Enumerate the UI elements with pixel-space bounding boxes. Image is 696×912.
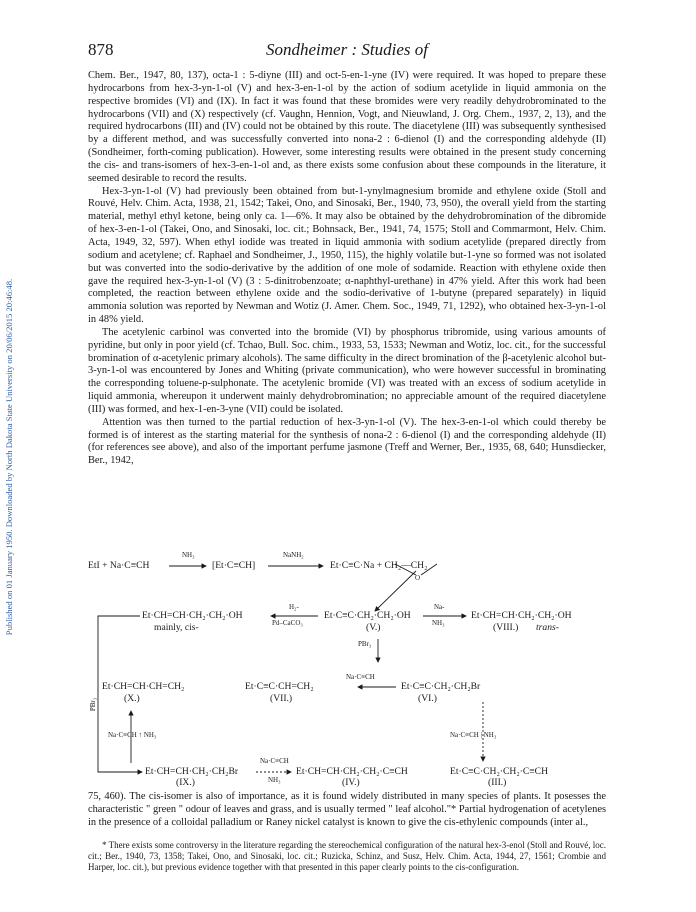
reaction-scheme: [88, 549, 606, 788]
nh3-reagent-label: NH₃: [432, 619, 445, 627]
h2-reagent-label: H₂-: [289, 603, 299, 611]
label-viii: (VIII.): [493, 622, 519, 633]
scheme-arrows: [88, 549, 606, 781]
label-iv: (IV.): [342, 777, 360, 788]
octenyne-iv: Et·CH=CH·CH₂·CH₂·C≡CH: [296, 766, 408, 777]
reagent-nh3-label: NH₃: [182, 551, 195, 559]
ethyl-iodide-reactant: EtI + Na·C≡CH: [88, 560, 150, 571]
paragraph-5: 75, 460). The cis-isomer is also of importance, as it is found widely distributed in many species of plants. It posesses the characteristic " green " odour of leaves and grass, and is usually termed " leaf alcohol."* Partial hydrogenation of acetylenes in the presence of a colloidal palladium or Raney nickel catalyst is known to give the cis-ethylenic compounds (inter al.,: [88, 791, 606, 828]
nacch-nh3-label-right: Na·C≡CH | NH₃: [450, 731, 497, 739]
cis-note: [154, 623, 199, 633]
label-v: (V.): [366, 622, 381, 633]
label-x: (X.): [124, 693, 140, 704]
paragraph-4: Attention was then turned to the partial reduction of hex-3-yn-1-ol (V). The hex-3-en-1-ol which could thereby be formed is of interest as the starting material for the synthesis of nona-2 : 6-dienol (I) and the corresponding aldehyde (II) (for references see above), and also of the important perfume jasmone (Treff and Werner, Ber., 1935, 68, 640; Hunsdiecker, Ber., 1942,: [88, 416, 606, 467]
sodio-derivative-product: Et·C≡C·Na + CH₂—CH₂: [330, 560, 428, 571]
octadiyne-iii: Et·C≡C·CH₂·CH₂·C≡CH: [450, 766, 548, 777]
bromide-vi: Et·C≡C·CH₂·CH₂Br: [401, 681, 481, 692]
running-title: Sondheimer : Studies of: [266, 40, 428, 59]
page-header: [88, 40, 606, 64]
paragraph-3: The acetylenic carbinol was converted into the bromide (VI) by phosphorus tribromide, using various amounts of pyridine, but only in poor yield (cf. Tchao, Bull. Soc. chim., 1933, 53, 1533; Newman and Wotiz, loc. cit., for the successful bromination of α-acetylenic primary alcohols). The same difficulty in the direct bromination of the β-acetylenic alcohol but-3-yn-1-ol was encountered by Jones and Whiting (private communication), who were however successful in brominating the corresponding toluene-p-sulphonate. The acetylenic bromide (VI) was treated with an excess of sodium acetylide in liquid ammonia, whereupon it underwent mainly dehydrobromination; no appreciable amount of the required diacetylene (III) was formed, and hex-1-en-3-yne (VII) could be isolated.: [88, 326, 606, 415]
trans-hexenol: Et·CH=CH·CH₂·CH₂·OH: [471, 610, 572, 621]
nacch-nh3-label-left: Na·C≡CH ↑ NH₃: [108, 731, 157, 739]
pd-catalyst-label: Pd–CaCO₃: [272, 619, 303, 627]
footnote-text: * There exists some controversy in the literature regarding the stereochemical configuration of the natural hex-3-enol (Stoll and Rouvé, loc. cit.; Ber., 1940, 73, 1358; Takei, Ono, and Sinosaki, loc. cit.; Ruzicka, Schinz, and Susz, Helv. Chim. Acta, 1944, 27, 1561; Crombie and Harper, loc. cit.), but previous evidence together with that presented in this paper clearly points to the cis-configuration.: [88, 840, 606, 872]
page-number: 878: [88, 40, 114, 59]
arrow-to-v: [375, 571, 416, 611]
paragraph-2: Hex-3-yn-1-ol (V) had previously been obtained from but-1-ynylmagnesium bromide and ethylene oxide (Stoll and Rouvé, Helv. Chim. Acta, 1938, 21, 1542; Takei, Ono, and Sinosaki, Ber., 1940, 73, 950), the overall yield from the starting material, methyl ethyl ketone, being only ca. 1—6%. It may also be obtained by the dehydrobromination of the dibromide of hex-3-en-1-ol (Takei, Ono, and Sinosaki, loc. cit.; Bohnsack, Ber., 1941, 74, 1575; Stoll and Commarmont, Helv. Chim. Acta, 1949, 32, 597). When ethyl iodide was treated in liquid ammonia with sodium acetylide (prepared directly from sodium and acetylene; cf. Raphael and Sondheimer, J., 1950, 115), the highly volatile but-1-yne so formed was not isolated but was converted into the sodio-derivative by the addition of one mole of sodamide. Reaction with ethylene oxide then gave the required hex-3-yn-1-ol (V) (3 : 5-dinitrobenzoate; α-naphthyl-urethane) in 47% yield. After this work had been completed, the reaction between ethylene oxide and the sodio-derivative of 1-butyne (prepared separately) in liquid ammonia solution was reported by Newman and Wotiz (J. Amer. Chem. Soc., 1949, 71, 1292), who obtained hex-3-yn-1-ol in 48% yield.: [88, 185, 606, 326]
hexynol-v: Et·C≡C·CH₂·CH₂·OH: [324, 610, 411, 621]
label-vi: (VI.): [418, 693, 437, 704]
na-reagent-label: Na-: [434, 603, 445, 611]
cis-note-text: mainly, cis-: [154, 622, 199, 633]
body-text-continued: [88, 791, 606, 830]
reagent-nanh2-label: NaNH₂: [283, 551, 304, 559]
label-iii: (III.): [488, 777, 507, 788]
bromide-ix: Et·CH=CH·CH₂·CH₂Br: [145, 766, 239, 777]
download-watermark-text: Published on 01 January 1950. Downloaded by North Dakota State University on 20/06/2015 20:46:48.: [4, 278, 14, 636]
paragraph-1: Chem. Ber., 1947, 80, 137), octa-1 : 5-diyne (III) and oct-5-en-1-yne (IV) were required. It was hoped to prepare these hydrocarbons from hex-3-yn-1-ol (V) and hex-3-en-1-ol by the action of sodium acetylide in liquid ammonia on the respective bromides (VI) and (IX). In fact it was found that these bromides were very readily dehydrobrominated to the hydrocarbons (VII) and (X) respectively (cf. Vaughn, Hennion, Vogt, and Nieuwland, J. Org. Chem., 1937, 2, 13), and the required hydrocarbons (III) and (IV) could not be obtained by this route. The diacetylene (III) was subsequently synthesised by a different method, and was successfully converted into nona-2 : 6-dienol (I) and the corresponding aldehyde (II) (Sondheimer, forth-coming publication). However, some interesting results were obtained in the present study concerning the cis- and trans-isomers of hex-3-en-1-ol and, as there exists some confusion about these compounds in the literature, it seemed desirable to record the results.: [88, 70, 606, 184]
nacch-dashed-label: Na·C≡CH: [260, 757, 289, 765]
cis-hexenol: Et·CH=CH·CH₂·CH₂·OH: [142, 610, 243, 621]
pbr3-reagent-label: PBr₃: [358, 640, 372, 648]
label-ix: (IX.): [176, 777, 195, 788]
trans-note: trans-: [536, 622, 559, 633]
nh3-dashed-label: NH₃: [268, 776, 281, 784]
download-watermark: [0, 0, 18, 912]
hexadiene-x: Et·CH=CH·CH=CH₂: [102, 681, 185, 692]
label-vii: (VII.): [270, 693, 293, 704]
butyne-intermediate: [Et·C≡CH]: [212, 560, 256, 571]
body-text: [88, 70, 606, 468]
oxide-oxygen-label: O: [415, 574, 421, 582]
hexenyne-vii: Et·C≡C·CH=CH₂: [245, 681, 314, 692]
pbr3-side-label: PBr₃: [89, 697, 98, 712]
nacch-reagent-label: Na·C≡CH: [346, 673, 375, 681]
footnote: [88, 840, 606, 873]
